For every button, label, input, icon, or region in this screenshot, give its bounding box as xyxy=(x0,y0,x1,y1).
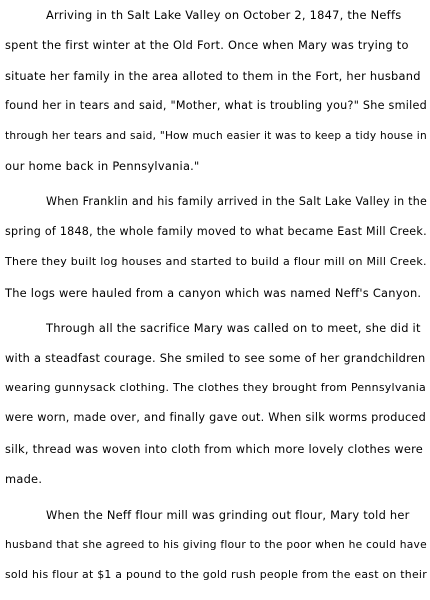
text-line: wearing gunnysack clothing. The clothes they brought from Pennsylvania xyxy=(5,381,427,394)
text-line: through her tears and said, "How much easier it was to keep a tidy house in xyxy=(5,130,427,142)
text-line: Through all the sacrifice Mary was called on to meet, she did it xyxy=(46,321,421,335)
text-line: spring of 1848, the whole family moved to what became East Mill Creek. xyxy=(5,225,427,238)
text-line: husband that she agreed to his giving flour to the poor when he could have xyxy=(5,538,427,551)
text-line: Arriving in th Salt Lake Valley on October 2, 1847, the Neffs xyxy=(46,8,402,22)
text-line: situate her family in the area alloted to them in the Fort, her husband xyxy=(5,69,421,83)
text-line: When Franklin and his family arrived in the Salt Lake Valley in the xyxy=(46,195,428,208)
text-line: our home back in Pennsylvania." xyxy=(5,159,200,173)
text-line: sold his flour at $1 a pound to the gold rush people from the east on their xyxy=(5,568,427,581)
text-line: with a steadfast courage. She smiled to see some of her grandchildren xyxy=(5,351,426,365)
text-line: silk, thread was woven into cloth from which more lovely clothes were xyxy=(5,442,424,456)
text-line: There they built log houses and started to build a flour mill on Mill Creek. xyxy=(5,255,427,268)
text-line: found her in tears and said, "Mother, what is troubling you?" She smiled xyxy=(5,99,427,112)
text-line: When the Neff flour mill was grinding out flour, Mary told her xyxy=(46,508,410,522)
text-line: spent the first winter at the Old Fort. Once when Mary was trying to xyxy=(5,38,409,52)
text-line: made. xyxy=(5,472,43,486)
text-line: The logs were hauled from a canyon which was named Neff's Canyon. xyxy=(5,286,422,300)
text-line: were worn, made over, and finally gave out. When silk worms produced xyxy=(5,411,426,424)
